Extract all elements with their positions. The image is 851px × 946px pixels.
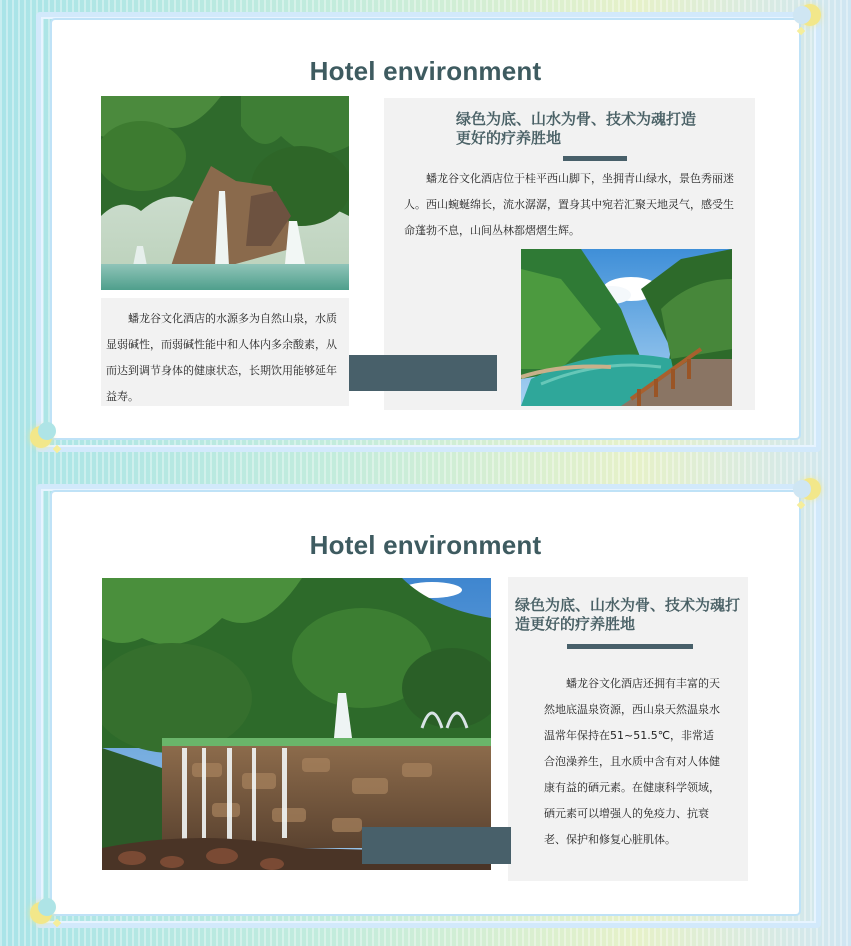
heading-underline xyxy=(563,156,627,161)
page-title: Hotel environment xyxy=(309,530,542,560)
waterfall-photo xyxy=(101,96,349,290)
section-heading: 绿色为底、山水为骨、技术为魂打造更好的疗养胜地 xyxy=(515,596,741,633)
spring-water-paragraph: 蟠龙谷文化酒店的水源多为自然山泉，水质显弱碱性，而弱碱性能中和人体内多余酸素，从而达到调节身体的健康状态，长期饮用能够延年益寿。 xyxy=(106,312,337,403)
river-walkway-photo xyxy=(521,249,732,406)
hotel-environment-panel-2 xyxy=(0,472,851,946)
moon-decoration-icon xyxy=(799,4,821,26)
hotel-environment-panel-1 xyxy=(0,0,851,470)
section-heading: 绿色为底、山水为骨、技术为魂打造更好的疗养胜地 xyxy=(456,110,697,147)
moon-decoration-icon xyxy=(30,426,52,448)
accent-block xyxy=(362,827,511,864)
accent-block xyxy=(349,355,497,391)
hot-spring-paragraph: 蟠龙谷文化酒店还拥有丰富的天然地底温泉资源，西山泉天然温泉水温常年保持在51~51.5℃，非常适合泡澡养生，且水质中含有对人体健康有益的硒元素。在健康科学领域，硒元素可以增强人的免疫力、抗衰老、保护和修复心脏肌体。 xyxy=(544,677,720,846)
location-paragraph: 蟠龙谷文化酒店位于桂平西山脚下，坐拥青山绿水，景色秀丽迷人。西山蜿蜒绵长，流水潺潺，置身其中宛若汇聚天地灵气，感受生命蓬勃不息，山间丛林都熠熠生辉。 xyxy=(404,172,734,237)
moon-decoration-icon xyxy=(799,478,821,500)
page-title: Hotel environment xyxy=(309,56,542,86)
moon-decoration-icon xyxy=(30,902,52,924)
heading-underline xyxy=(567,644,693,649)
